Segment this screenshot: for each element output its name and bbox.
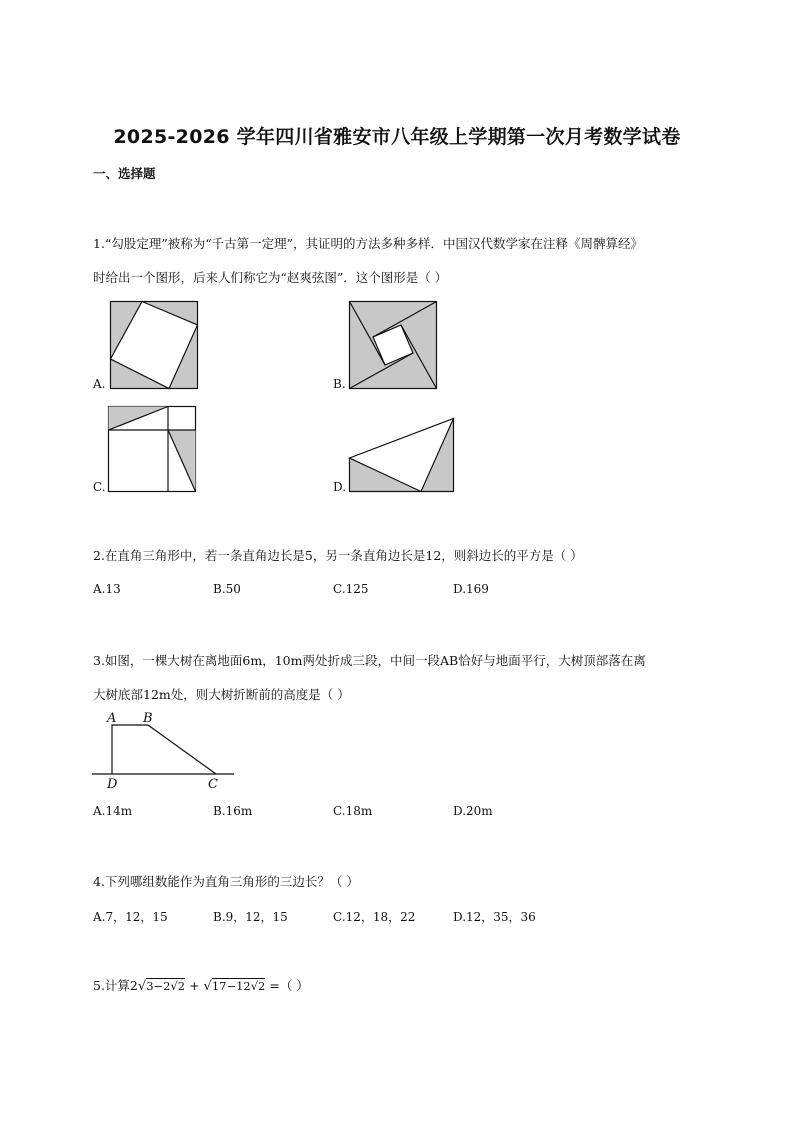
q5-sqrt-sign-2: √ xyxy=(203,979,212,994)
section-heading: 一、选择题 xyxy=(93,166,156,181)
q3-label-d: D xyxy=(107,777,118,792)
q1-option-c-label[interactable]: C. xyxy=(93,480,106,494)
q1-figure-c xyxy=(108,406,196,492)
q2-option-b[interactable]: B.50 xyxy=(213,582,241,596)
q4-option-b[interactable]: B.9，12，15 xyxy=(213,910,288,924)
q1-figure-b xyxy=(349,301,437,389)
q1-stem-line1: 1.“勾股定理”被称为“千古第一定理”，其证明的方法多种多样．中国汉代数学家在注释《周髀算经》 xyxy=(93,236,643,251)
q2-option-c[interactable]: C.125 xyxy=(333,582,369,596)
q3-option-d[interactable]: D.20m xyxy=(453,804,493,818)
q2-option-d[interactable]: D.169 xyxy=(453,582,489,596)
q2-stem: 2.在直角三角形中，若一条直角边长是5，另一条直角边长是12，则斜边长的平方是（ ） xyxy=(93,548,583,563)
q5-suffix: =（ ） xyxy=(265,978,309,993)
q4-stem: 4.下列哪组数能作为直角三角形的三边长？（ ） xyxy=(93,874,359,889)
q5-stem xyxy=(93,976,309,994)
q1-option-a-label[interactable]: A. xyxy=(93,377,106,391)
q4-option-c[interactable]: C.12，18，22 xyxy=(333,910,416,924)
q5-radicand-2: 17−12√2 xyxy=(211,979,266,993)
q5-prefix: 5.计算2 xyxy=(93,978,138,993)
q3-stem-line2: 大树底部12m处，则大树折断前的高度是（ ） xyxy=(93,687,350,702)
q1-option-b-label[interactable]: B. xyxy=(333,377,346,391)
q5-sqrt-sign-1: √ xyxy=(137,979,147,994)
q5-radicand-1: 3−2√2 xyxy=(146,979,186,993)
q1-option-d-label[interactable]: D. xyxy=(333,480,347,494)
q4-option-a[interactable]: A.7，12，15 xyxy=(93,910,168,924)
q5-plus: + xyxy=(185,978,204,993)
q1-figure-a xyxy=(110,301,198,389)
page-title: 2025-2026 学年四川省雅安市八年级上学期第一次月考数学试卷 xyxy=(113,126,681,148)
q3-option-a[interactable]: A.14m xyxy=(93,804,133,818)
q3-label-c: C xyxy=(208,777,218,792)
q3-stem-line1: 3.如图，一棵大树在离地面6m，10m两处折成三段，中间一段AB恰好与地面平行，大树顶部落在离 xyxy=(93,653,646,668)
q4-option-d[interactable]: D.12，35，36 xyxy=(453,910,536,924)
q3-figure xyxy=(92,709,242,794)
q1-figure-d xyxy=(349,418,454,492)
q3-label-b: B xyxy=(143,711,153,726)
q2-option-a[interactable]: A.13 xyxy=(93,582,121,596)
q3-option-c[interactable]: C.18m xyxy=(333,804,373,818)
q1-stem-line2: 时给出一个图形，后来人们称它为“赵爽弦图”．这个图形是（ ） xyxy=(93,270,448,285)
q3-label-a: A xyxy=(107,711,117,726)
q3-option-b[interactable]: B.16m xyxy=(213,804,253,818)
